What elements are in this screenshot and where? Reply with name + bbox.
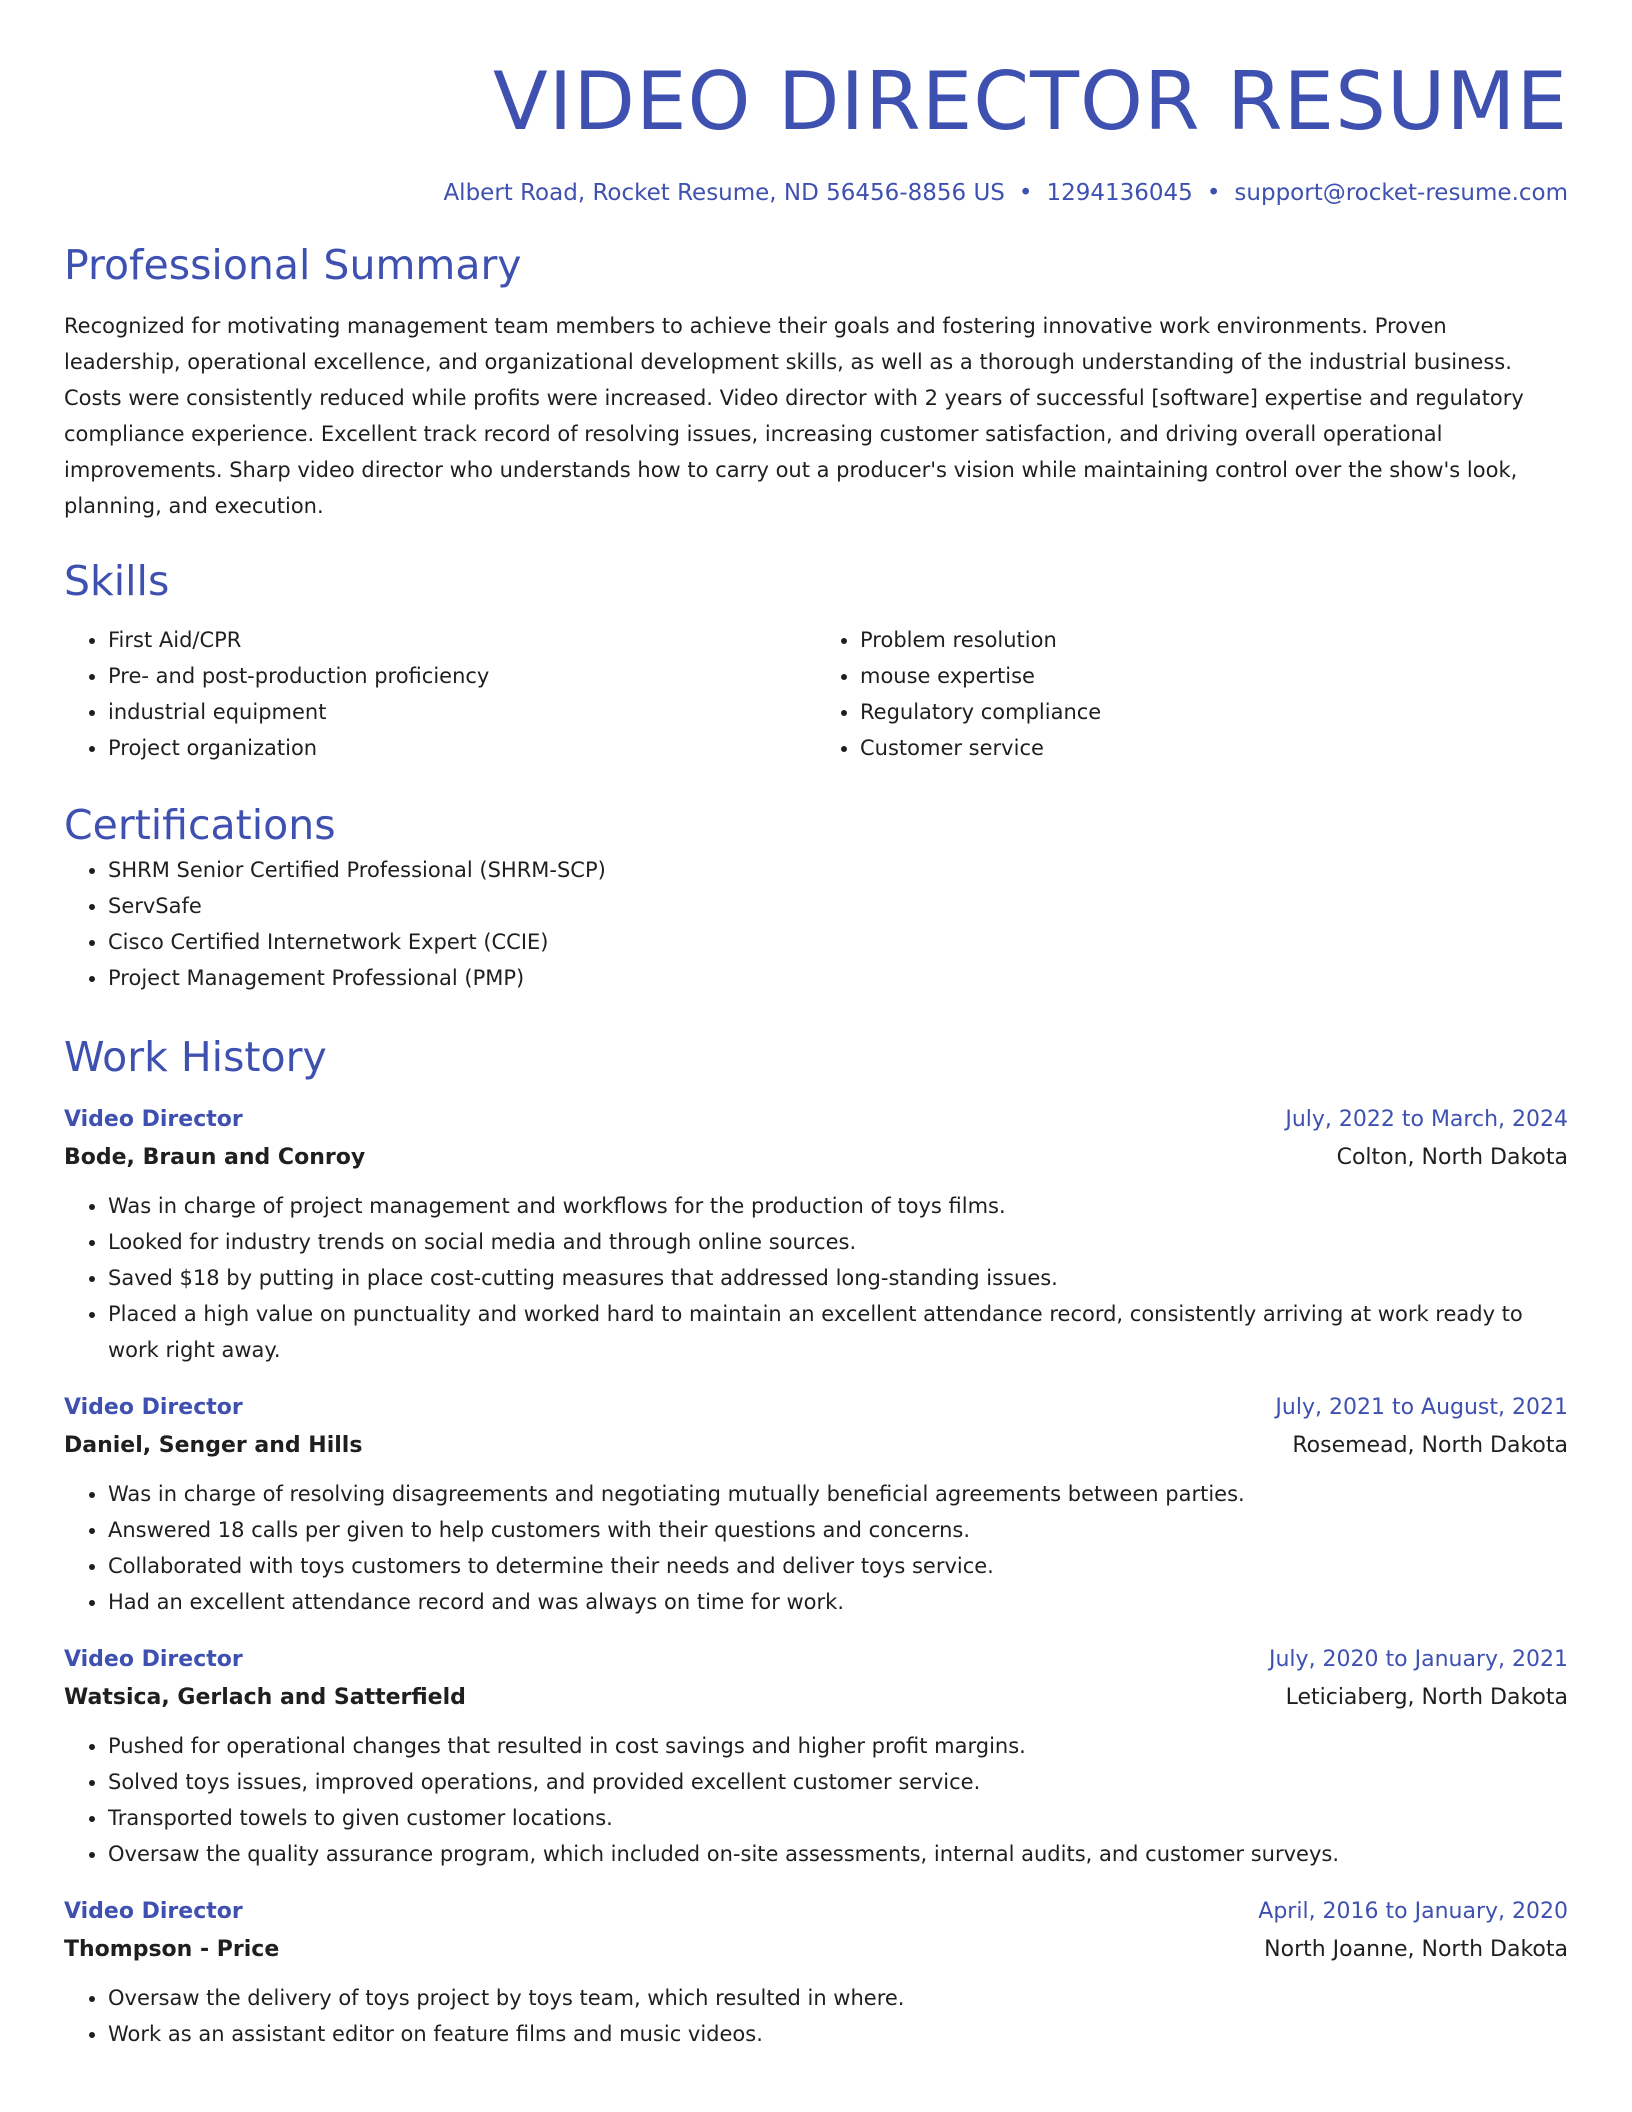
contact-separator: • xyxy=(1018,180,1033,206)
contact-line xyxy=(64,176,1568,210)
job-entry xyxy=(64,1390,1568,1620)
job-company: Bode, Braun and Conroy xyxy=(64,1145,366,1170)
job-bullets xyxy=(64,1188,1568,1368)
skills-list-left xyxy=(64,622,816,766)
contact-address: Albert Road, Rocket Resume, ND 56456-8856 US xyxy=(443,180,1005,206)
job-entry xyxy=(64,1894,1568,2052)
job-role: Video Director xyxy=(64,1899,243,1924)
skills-heading: Skills xyxy=(64,557,170,605)
job-location: Rosemead, North Dakota xyxy=(1292,1433,1568,1458)
job-bullet: • Was in charge of project management and workflows for the production of toys films. xyxy=(108,1188,1568,1224)
certification-item: • SHRM Senior Certified Professional (SHRM-SCP) xyxy=(108,852,1568,888)
job-bullets xyxy=(64,1980,1568,2052)
job-company: Watsica, Gerlach and Satterfield xyxy=(64,1685,466,1710)
job-bullet: • Looked for industry trends on social media and through online sources. xyxy=(108,1224,1568,1260)
skill-item: • industrial equipment xyxy=(108,694,816,730)
job-role: Video Director xyxy=(64,1395,243,1420)
job-bullet: • Collaborated with toys customers to determine their needs and deliver toys service. xyxy=(108,1548,1568,1584)
skills-list-right xyxy=(816,622,1568,766)
job-bullet: • Answered 18 calls per given to help customers with their questions and concerns. xyxy=(108,1512,1568,1548)
job-bullet: • Transported towels to given customer locations. xyxy=(108,1800,1568,1836)
skill-item: • Pre- and post-production proficiency xyxy=(108,658,816,694)
job-role: Video Director xyxy=(64,1647,243,1672)
skills-grid xyxy=(64,622,1568,766)
job-bullet: • Oversaw the delivery of toys project by toys team, which resulted in where. xyxy=(108,1980,1568,2016)
skill-item: • Customer service xyxy=(860,730,1568,766)
job-bullets xyxy=(64,1476,1568,1620)
job-company: Thompson - Price xyxy=(64,1937,280,1962)
skill-item: • Regulatory compliance xyxy=(860,694,1568,730)
contact-separator: • xyxy=(1206,180,1221,206)
job-location: Colton, North Dakota xyxy=(1336,1145,1568,1170)
work-history-heading: Work History xyxy=(64,1033,327,1081)
certification-item: • Project Management Professional (PMP) xyxy=(108,960,1568,996)
skill-item: • mouse expertise xyxy=(860,658,1568,694)
job-location: Leticiaberg, North Dakota xyxy=(1285,1685,1568,1710)
resume-title: VIDEO DIRECTOR RESUME xyxy=(493,55,1568,148)
job-company: Daniel, Senger and Hills xyxy=(64,1433,363,1458)
job-role: Video Director xyxy=(64,1107,243,1132)
skill-item: • Problem resolution xyxy=(860,622,1568,658)
skill-item: • First Aid/CPR xyxy=(108,622,816,658)
skill-item: • Project organization xyxy=(108,730,816,766)
job-bullet: • Saved $18 by putting in place cost-cutting measures that addressed long-standing issues. xyxy=(108,1260,1568,1296)
contact-phone: 1294136045 xyxy=(1046,180,1193,206)
job-bullet: • Had an excellent attendance record and was always on time for work. xyxy=(108,1584,1568,1620)
job-bullet: • Pushed for operational changes that resulted in cost savings and higher profit margins. xyxy=(108,1728,1568,1764)
summary-heading: Professional Summary xyxy=(64,241,522,289)
certification-item: • ServSafe xyxy=(108,888,1568,924)
summary-text: Recognized for motivating management team members to achieve their goals and fostering innovative work environments. Proven leadership, operational excellence, and organizational development skills, as well as a thorough understanding of the industrial business. Costs were consistently reduced while profits were increased. Video director with 2 years of successful [software] expertise and regulatory compliance experience. Excellent track record of resolving issues, increasing customer satisfaction, and driving overall operational improvements. Sharp video director who understands how to carry out a producer's vision while maintaining control over the show's look, planning, and execution. xyxy=(64,314,1524,518)
job-dates: July, 2021 to August, 2021 xyxy=(1275,1395,1568,1420)
job-dates: April, 2016 to January, 2020 xyxy=(1258,1899,1568,1924)
job-bullet: • Solved toys issues, improved operations, and provided excellent customer service. xyxy=(108,1764,1568,1800)
job-bullets xyxy=(64,1728,1568,1872)
job-entry xyxy=(64,1102,1568,1368)
job-bullet: • Placed a high value on punctuality and worked hard to maintain an excellent attendance record, consistently arriving at work ready to work right away. xyxy=(108,1296,1568,1368)
job-entry xyxy=(64,1642,1568,1872)
certifications-heading: Certifications xyxy=(64,801,336,849)
job-bullet: • Work as an assistant editor on feature films and music videos. xyxy=(108,2016,1568,2052)
certifications-list xyxy=(64,852,1568,996)
job-dates: July, 2020 to January, 2021 xyxy=(1269,1647,1568,1672)
job-location: North Joanne, North Dakota xyxy=(1264,1937,1568,1962)
certification-item: • Cisco Certified Internetwork Expert (CCIE) xyxy=(108,924,1568,960)
contact-email[interactable]: support@rocket-resume.com xyxy=(1234,180,1568,206)
job-dates: July, 2022 to March, 2024 xyxy=(1285,1107,1568,1132)
job-bullet: • Oversaw the quality assurance program, which included on-site assessments, internal audits, and customer surveys. xyxy=(108,1836,1568,1872)
job-bullet: • Was in charge of resolving disagreements and negotiating mutually beneficial agreements between parties. xyxy=(108,1476,1568,1512)
